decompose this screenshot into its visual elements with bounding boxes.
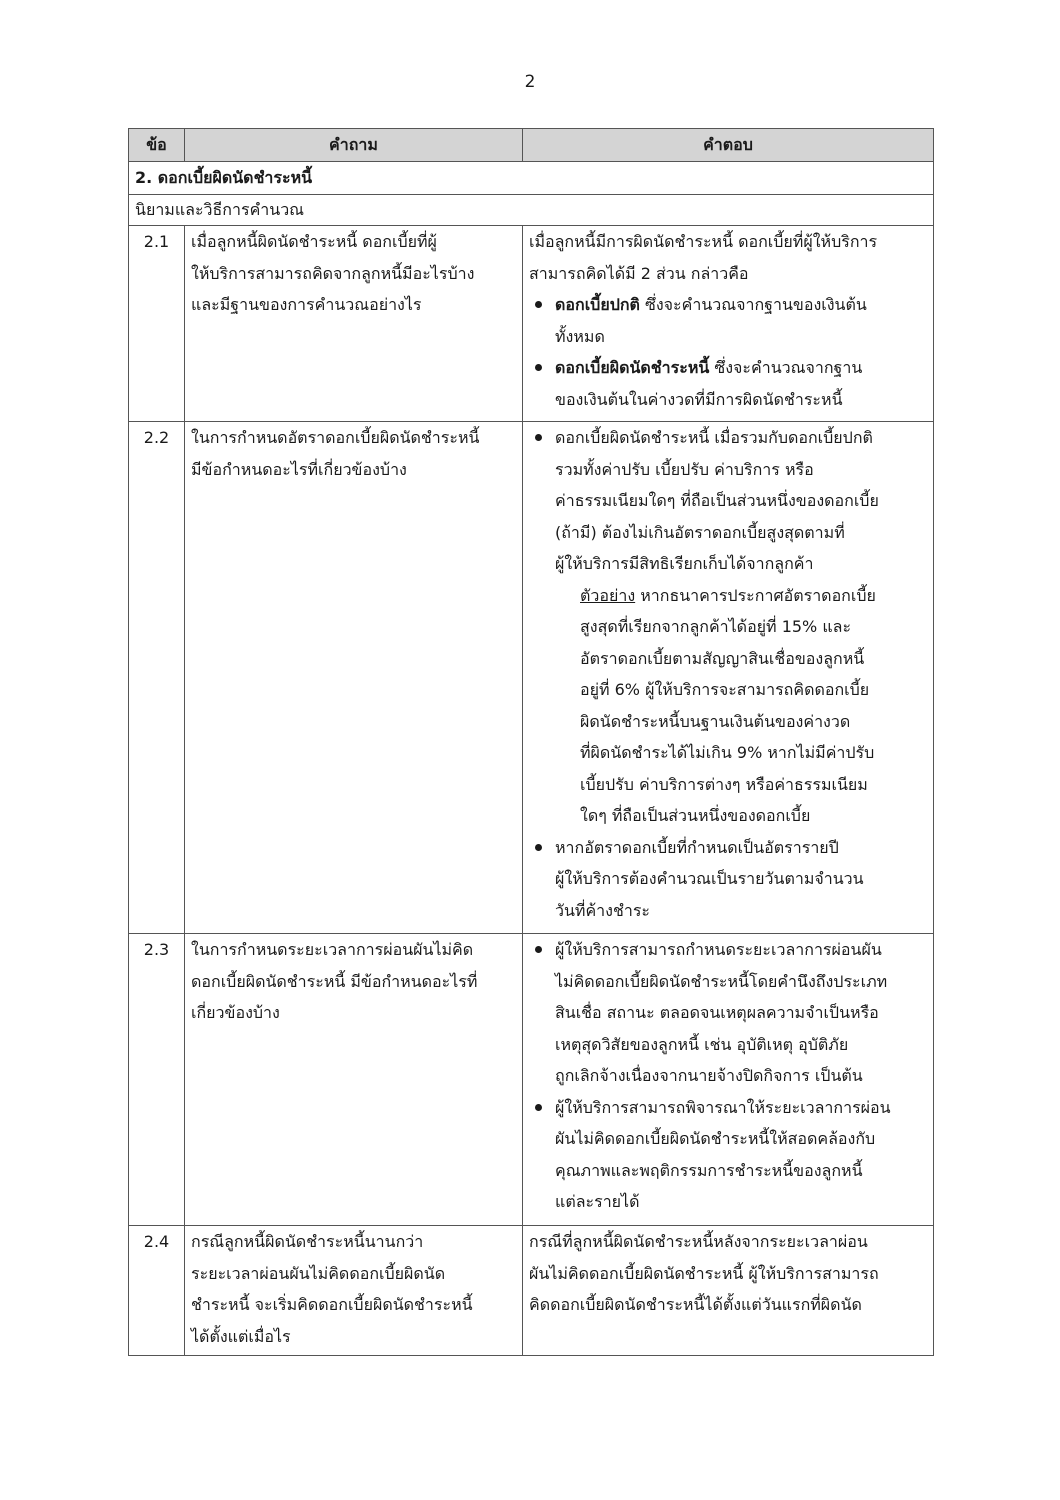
bold-term: ดอกเบี้ยผิดนัดชำระหนี้ [555, 358, 710, 377]
question-line: ในการกำหนดระยะเวลาการผ่อนผันไม่คิด [191, 940, 474, 959]
table-header-row [129, 129, 934, 162]
table-row [129, 934, 934, 1226]
bullet-text: เหตุสุดวิสัยของลูกหนี้ เช่น อุบัติเหตุ อุบัติภัย [555, 1034, 849, 1054]
bullet-text: หากอัตราดอกเบี้ยที่กำหนดเป็นอัตรารายปี [555, 837, 839, 857]
bullet-text: สินเชื่อ สถานะ ตลอดจนเหตุผลความจำเป็นหรือ [555, 1003, 879, 1022]
question-line: ให้บริการสามารถคิดจากลูกหนี้มีอะไรบ้าง [191, 263, 475, 283]
bullet-text: รวมทั้งค่าปรับ เบี้ยปรับ ค่าบริการ หรือ [555, 459, 814, 479]
answer-bullets [529, 289, 927, 415]
answer-line: กรณีที่ลูกหนี้ผิดนัดชำระหนี้หลังจากระยะเวลาผ่อน [529, 1232, 868, 1251]
bullet-text: ผันไม่คิดดอกเบี้ยผิดนัดชำระหนี้ให้สอดคล้องกับ [555, 1129, 876, 1148]
table-row [129, 1226, 934, 1356]
bullet-item [529, 1092, 927, 1218]
example-text: เบี้ยปรับ ค่าบริการต่างๆ หรือค่าธรรมเนียม [580, 774, 868, 794]
section-row [129, 162, 934, 195]
example-text: อัตราดอกเบี้ยตามสัญญาสินเชื่อของลูกหนี้ [580, 648, 865, 668]
example-text: อยู่ที่ 6% ผู้ให้บริการจะสามารถคิดดอกเบี้ย [580, 680, 870, 699]
bullet-text: ไม่คิดดอกเบี้ยผิดนัดชำระหนี้โดยคำนึงถึงประเภท [555, 971, 888, 991]
bullet-text: ถูกเลิกจ้างเนื่องจากนายจ้างปิดกิจการ เป็นต้น [555, 1066, 863, 1085]
answer-bullets [529, 832, 927, 927]
bullet-icon [535, 301, 542, 308]
example-text: สูงสุดที่เรียกจากลูกค้าได้อยู่ที่ 15% และ [580, 617, 852, 636]
question-line: และมีฐานของการคำนวณอย่างไร [191, 295, 422, 314]
bullet-icon [535, 1104, 542, 1111]
row-question [185, 422, 523, 934]
question-line: ในการกำหนดอัตราดอกเบี้ยผิดนัดชำระหนี้ [191, 428, 480, 447]
bullet-item [529, 832, 927, 927]
section-title: 2. ดอกเบี้ยผิดนัดชำระหนี้ [129, 162, 934, 195]
bullet-icon [535, 844, 542, 851]
example-label: ตัวอย่าง [580, 585, 636, 605]
bullet-text: ซึ่งจะคำนวณจากฐาน [709, 358, 863, 377]
row-answer [523, 1226, 934, 1356]
bullet-item [529, 422, 927, 580]
header-question: คำถาม [185, 129, 523, 162]
table-row [129, 422, 934, 934]
question-line: ได้ตั้งแต่เมื่อไร [191, 1326, 291, 1346]
question-line: ระยะเวลาผ่อนผันไม่คิดดอกเบี้ยผิดนัด [191, 1263, 446, 1283]
faq-table [128, 128, 934, 1356]
question-line: ดอกเบี้ยผิดนัดชำระหนี้ มีข้อกำหนดอะไรที่ [191, 971, 478, 991]
bullet-text: ค่าธรรมเนียมใดๆ ที่ถือเป็นส่วนหนึ่งของดอกเบี้ย [555, 491, 879, 510]
row-answer [523, 934, 934, 1226]
row-answer [523, 422, 934, 934]
row-question [185, 1226, 523, 1356]
example-text: หากธนาคารประกาศอัตราดอกเบี้ย [635, 585, 876, 605]
bullet-text: คุณภาพและพฤติกรรมการชำระหนี้ของลูกหนี้ [555, 1160, 863, 1180]
bullet-item [529, 289, 927, 352]
bullet-text: วันที่ค้างชำระ [555, 900, 650, 920]
bullet-item [529, 352, 927, 415]
bullet-text: (ถ้ามี) ต้องไม่เกินอัตราดอกเบี้ยสูงสุดตามที่ [555, 522, 845, 542]
question-line: กรณีลูกหนี้ผิดนัดชำระหนี้นานกว่า [191, 1232, 424, 1251]
bullet-icon [535, 364, 542, 371]
answer-bullets [529, 934, 927, 1218]
answer-line: เมื่อลูกหนี้มีการผิดนัดชำระหนี้ ดอกเบี้ยที่ผู้ให้บริการ [529, 232, 878, 251]
header-no: ข้อ [129, 129, 185, 162]
example-text: ผิดนัดชำระหนี้บนฐานเงินต้นของค่างวด [580, 711, 851, 731]
bullet-text: ผู้ให้บริการสามารถพิจารณาให้ระยะเวลาการผ่อน [555, 1097, 891, 1117]
question-line: ชำระหนี้ จะเริ่มคิดดอกเบี้ยผิดนัดชำระหนี้ [191, 1295, 473, 1314]
bullet-text: ซึ่งจะคำนวณจากฐานของเงินต้น [639, 295, 867, 314]
answer-bullets [529, 422, 927, 580]
bullet-text: ทั้งหมด [555, 326, 605, 346]
row-number: 2.4 [129, 1226, 185, 1356]
question-line: มีข้อกำหนดอะไรที่เกี่ยวข้องบ้าง [191, 459, 407, 479]
example-text: ใดๆ ที่ถือเป็นส่วนหนึ่งของดอกเบี้ย [580, 806, 811, 825]
row-answer [523, 226, 934, 422]
row-number: 2.2 [129, 422, 185, 934]
row-question [185, 934, 523, 1226]
bullet-text: แต่ละรายได้ [555, 1192, 640, 1211]
answer-line: คิดดอกเบี้ยผิดนัดชำระหนี้ได้ตั้งแต่วันแรกที่ผิดนัด [529, 1295, 862, 1314]
question-line: เมื่อลูกหนี้ผิดนัดชำระหนี้ ดอกเบี้ยที่ผู้ [191, 232, 437, 251]
answer-line: สามารถคิดได้มี 2 ส่วน กล่าวคือ [529, 263, 749, 283]
bullet-item [529, 934, 927, 1092]
bullet-text: ของเงินต้นในค่างวดที่มีการผิดนัดชำระหนี้ [555, 389, 843, 409]
example-block [529, 580, 927, 832]
row-number: 2.1 [129, 226, 185, 422]
bullet-icon [535, 434, 542, 441]
bullet-icon [535, 946, 542, 953]
bullet-text: ผู้ให้บริการต้องคำนวณเป็นรายวันตามจำนวน [555, 869, 864, 888]
row-number: 2.3 [129, 934, 185, 1226]
page-number: 2 [524, 72, 536, 92]
bullet-text: ผู้ให้บริการมีสิทธิเรียกเก็บได้จากลูกค้า [555, 554, 814, 573]
question-line: เกี่ยวข้องบ้าง [191, 1003, 280, 1022]
header-answer: คำตอบ [523, 129, 934, 162]
subsection-title: นิยามและวิธีการคำนวณ [129, 195, 934, 226]
row-question [185, 226, 523, 422]
subsection-row [129, 195, 934, 226]
bullet-text: ดอกเบี้ยผิดนัดชำระหนี้ เมื่อรวมกับดอกเบี้ยปกติ [555, 428, 873, 447]
bullet-text: ผู้ให้บริการสามารถกำหนดระยะเวลาการผ่อนผัน [555, 940, 882, 959]
bold-term: ดอกเบี้ยปกติ [555, 295, 640, 314]
table-row [129, 226, 934, 422]
answer-line: ผันไม่คิดดอกเบี้ยผิดนัดชำระหนี้ ผู้ให้บริการสามารถ [529, 1263, 879, 1283]
example-text: ที่ผิดนัดชำระได้ไม่เกิน 9% หากไม่มีค่าปรับ [580, 743, 875, 762]
